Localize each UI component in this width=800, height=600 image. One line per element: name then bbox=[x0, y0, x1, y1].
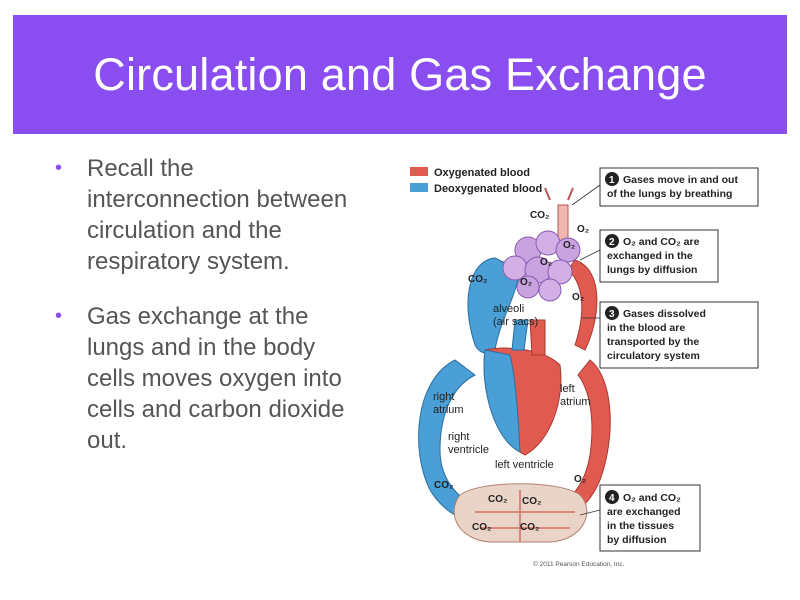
step-text: by diffusion bbox=[607, 534, 667, 546]
tissue-capillary-bed bbox=[454, 484, 587, 542]
left-atrium-label-left: left bbox=[560, 383, 575, 395]
left-ventricle-label: left ventricle bbox=[495, 459, 554, 471]
title-bar bbox=[13, 15, 787, 134]
right-atrium-label-atrium: atrium bbox=[433, 404, 464, 416]
step-number: 1 bbox=[609, 175, 615, 186]
right-ventricle-label-right: right bbox=[448, 431, 470, 443]
step-text: lungs by diffusion bbox=[607, 264, 698, 276]
legend-oxygenated-label: Oxygenated blood bbox=[434, 167, 530, 179]
bullet-dot-icon: • bbox=[55, 157, 63, 179]
slide-title: Circulation and Gas Exchange bbox=[93, 48, 707, 100]
right-atrium-label-right: right bbox=[433, 391, 455, 403]
legend bbox=[410, 167, 542, 195]
legend-oxygenated-swatch bbox=[410, 167, 428, 176]
step-number: 4 bbox=[609, 493, 615, 504]
gas-label-o2: O₂ bbox=[574, 474, 587, 485]
gas-label-co2: CO₂ bbox=[522, 496, 542, 507]
legend-deoxygenated-label: Deoxygenated blood bbox=[434, 183, 543, 195]
air-sacs-label: (air sacs) bbox=[493, 316, 539, 328]
gas-label-o2: O₂ bbox=[563, 240, 576, 251]
alveoli-label: alveoli bbox=[493, 303, 525, 315]
step-text: transported by the bbox=[607, 336, 700, 348]
step-text: exchanged in the bbox=[607, 250, 693, 262]
gas-label-co2: CO₂ bbox=[530, 210, 550, 221]
gas-label-co2: CO₂ bbox=[488, 494, 508, 505]
step-text: in the tissues bbox=[607, 520, 675, 532]
step-callout-3 bbox=[582, 302, 758, 368]
step-text: in the blood are bbox=[607, 322, 686, 334]
step-text: Gases dissolved bbox=[623, 308, 706, 320]
gas-label-o2: O₂ bbox=[540, 257, 553, 268]
gas-label-co2: CO₂ bbox=[468, 274, 488, 285]
gas-label-co2: CO₂ bbox=[434, 480, 454, 491]
bullet-text: Recall the interconnection between circulation and the respiratory system. bbox=[87, 155, 348, 275]
copyright-text: © 2011 Pearson Education, Inc. bbox=[533, 561, 625, 568]
step-callout-4 bbox=[580, 485, 700, 551]
step-text: O₂ and CO₂ are bbox=[623, 236, 700, 248]
left-atrium-label-atrium: atrium bbox=[560, 396, 591, 408]
gas-label-co2: CO₂ bbox=[472, 522, 492, 533]
right-ventricle-label-ventricle: ventricle bbox=[448, 444, 489, 456]
step-text: of the lungs by breathing bbox=[607, 188, 733, 200]
step-number: 3 bbox=[609, 309, 615, 320]
bullet-item bbox=[55, 153, 355, 277]
gas-label-o2: O₂ bbox=[520, 277, 533, 288]
circulation-diagram bbox=[400, 150, 770, 575]
bullet-text: Gas exchange at the lungs and in the body cells moves oxygen into cells and carbon dioxide out. bbox=[87, 303, 345, 454]
bullet-list bbox=[55, 153, 355, 480]
step-text: Gases move in and out bbox=[623, 174, 738, 186]
gas-label-o2: O₂ bbox=[577, 224, 590, 235]
gas-label-o2: O₂ bbox=[572, 292, 585, 303]
step-text: O₂ and CO₂ bbox=[623, 492, 681, 504]
step-text: are exchanged bbox=[607, 506, 681, 518]
step-callout-2 bbox=[580, 230, 718, 282]
step-callout-1 bbox=[572, 168, 758, 206]
legend-deoxygenated-swatch bbox=[410, 183, 428, 192]
gas-label-co2: CO₂ bbox=[520, 522, 540, 533]
bullet-dot-icon: • bbox=[55, 305, 63, 327]
step-text: circulatory system bbox=[607, 350, 700, 362]
bullet-item bbox=[55, 301, 355, 456]
step-number: 2 bbox=[609, 237, 615, 248]
